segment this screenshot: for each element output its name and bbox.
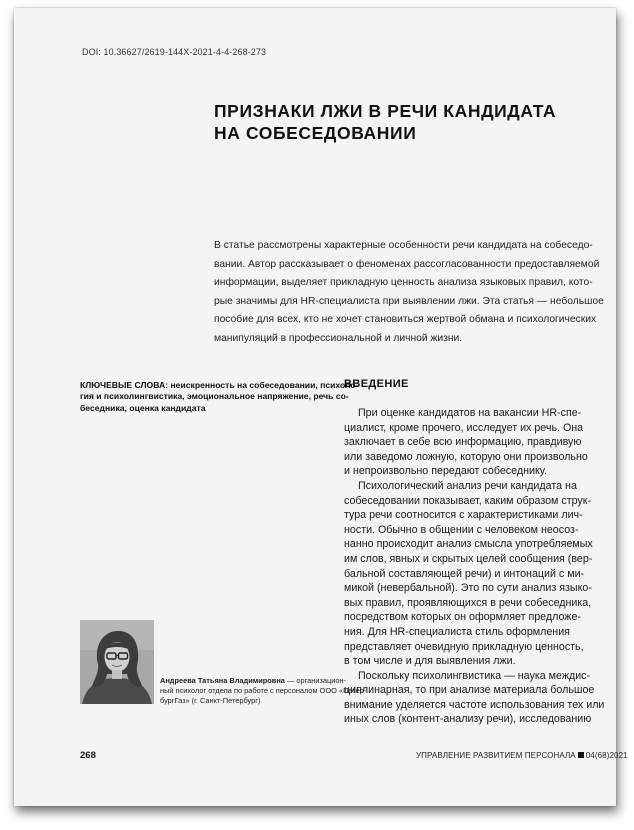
body-line: им слов, явных и скрытых целей сообщения (вер- xyxy=(344,552,593,565)
doi-line: DOI: 10.36627/2619-144X-2021-4-4-268-273 xyxy=(82,47,267,57)
body-line: нанно происходит анализ смысла употребляемых xyxy=(344,538,593,551)
title-line: ПРИЗНАКИ ЛЖИ В РЕЧИ КАНДИДАТА xyxy=(214,101,557,121)
keywords-line xyxy=(80,391,349,402)
author-portrait-icon xyxy=(80,620,154,704)
body-line: циплинарная, то при анализе материала большое xyxy=(344,684,595,697)
body-line: заключает в себе всю информацию, правдивую xyxy=(344,436,582,449)
page-number: 268 xyxy=(80,750,96,761)
body-line: и непроизвольно передают собеседнику. xyxy=(344,465,547,478)
author-photo xyxy=(80,620,154,704)
body-line: внимание уделяется частоте использования тех или xyxy=(344,698,605,711)
body-line: ности. Обычно в общении с человеком неосоз- xyxy=(344,523,579,536)
body-line: Психологический анализ речи кандидата на xyxy=(358,479,577,492)
author-description: — организацион- xyxy=(284,676,347,685)
abstract-line: В статье рассмотрены характерные особенности речи кандидата на собеседо- xyxy=(214,240,593,251)
author-line: ный психолог отдела по работе с персоналом ООО «Петер- xyxy=(160,686,367,696)
body-line: бальной составляющей речи) и интонаций с ми- xyxy=(344,567,585,580)
keywords-text: беседника, оценка кандидата xyxy=(80,402,206,413)
body-line: представляет очевидную прикладную ценность, xyxy=(344,640,584,653)
keywords-block xyxy=(80,380,359,414)
journal-name: УПРАВЛЕНИЕ РАЗВИТИЕМ ПЕРСОНАЛА xyxy=(416,751,576,760)
body-line: Поскольку психолингвистика — наука междис- xyxy=(358,669,591,682)
body-line: При оценке кандидатов на вакансии HR-спе- xyxy=(358,407,582,419)
body-line: в том числе и для выявления лжи. xyxy=(344,655,516,668)
keywords-line xyxy=(80,403,340,414)
abstract-line: информации, выделяет прикладную ценность анализа языковых правил, кото- xyxy=(214,277,593,289)
author-line: бургГаз» (г. Санкт-Петербург) xyxy=(160,696,261,706)
author-info xyxy=(160,676,367,707)
body-line: посредством которых он оформляет предложе- xyxy=(344,611,581,624)
journal-footer xyxy=(416,751,628,760)
body-line: или заведомо ложную, которую они произвольно xyxy=(344,450,588,463)
author-name: Андреева Татьяна Владимировна xyxy=(160,676,285,685)
keywords-label: КЛЮЧЕВЫЕ СЛОВА: xyxy=(80,380,169,390)
square-separator-icon xyxy=(578,752,584,758)
keywords-text: неискренность на собеседовании, психоло- xyxy=(168,380,359,390)
title-line: НА СОБЕСЕДОВАНИИ xyxy=(214,123,417,143)
journal-page xyxy=(14,8,628,806)
abstract-line: вании. Автор рассказывает о феноменах рассогласованности предоставляемой xyxy=(214,258,600,270)
body-line: ния. Для HR-специалиста стиль оформления xyxy=(344,625,570,638)
abstract-line: рые значимы для HR-специалиста при выявлении лжи. Эта статья — небольшое xyxy=(214,295,604,307)
body-line: иных слов (контент-анализу речи), исследованию xyxy=(344,713,592,726)
section-heading-introduction: ВВЕДЕНИЕ xyxy=(344,378,409,390)
body-text xyxy=(344,406,604,727)
abstract-line: пособие для всех, кто не хочет становиться жертвой обмана и психологических xyxy=(214,314,597,326)
author-line xyxy=(160,676,347,686)
body-line: вых правил, проявляющихся в речи собеседника, xyxy=(344,596,592,609)
journal-issue: 04(68)2021 xyxy=(585,751,628,760)
body-line: микой (невербальной). Это по сути анализ языко- xyxy=(344,582,592,595)
body-line: собеседовании показывает, каким образом струк- xyxy=(344,494,592,507)
article-title xyxy=(214,100,557,144)
body-line: тура речи соотносится с характеристиками лич- xyxy=(344,509,583,522)
keywords-line xyxy=(80,380,359,391)
body-line: циалист, кроме прочего, исследует их речь. Она xyxy=(344,421,584,434)
abstract-line: манипуляций в профессиональной и личной жизни. xyxy=(214,332,463,344)
keywords-text: гия и психолингвистика, эмоциональное напряжение, речь со- xyxy=(80,391,349,402)
abstract xyxy=(214,237,604,349)
